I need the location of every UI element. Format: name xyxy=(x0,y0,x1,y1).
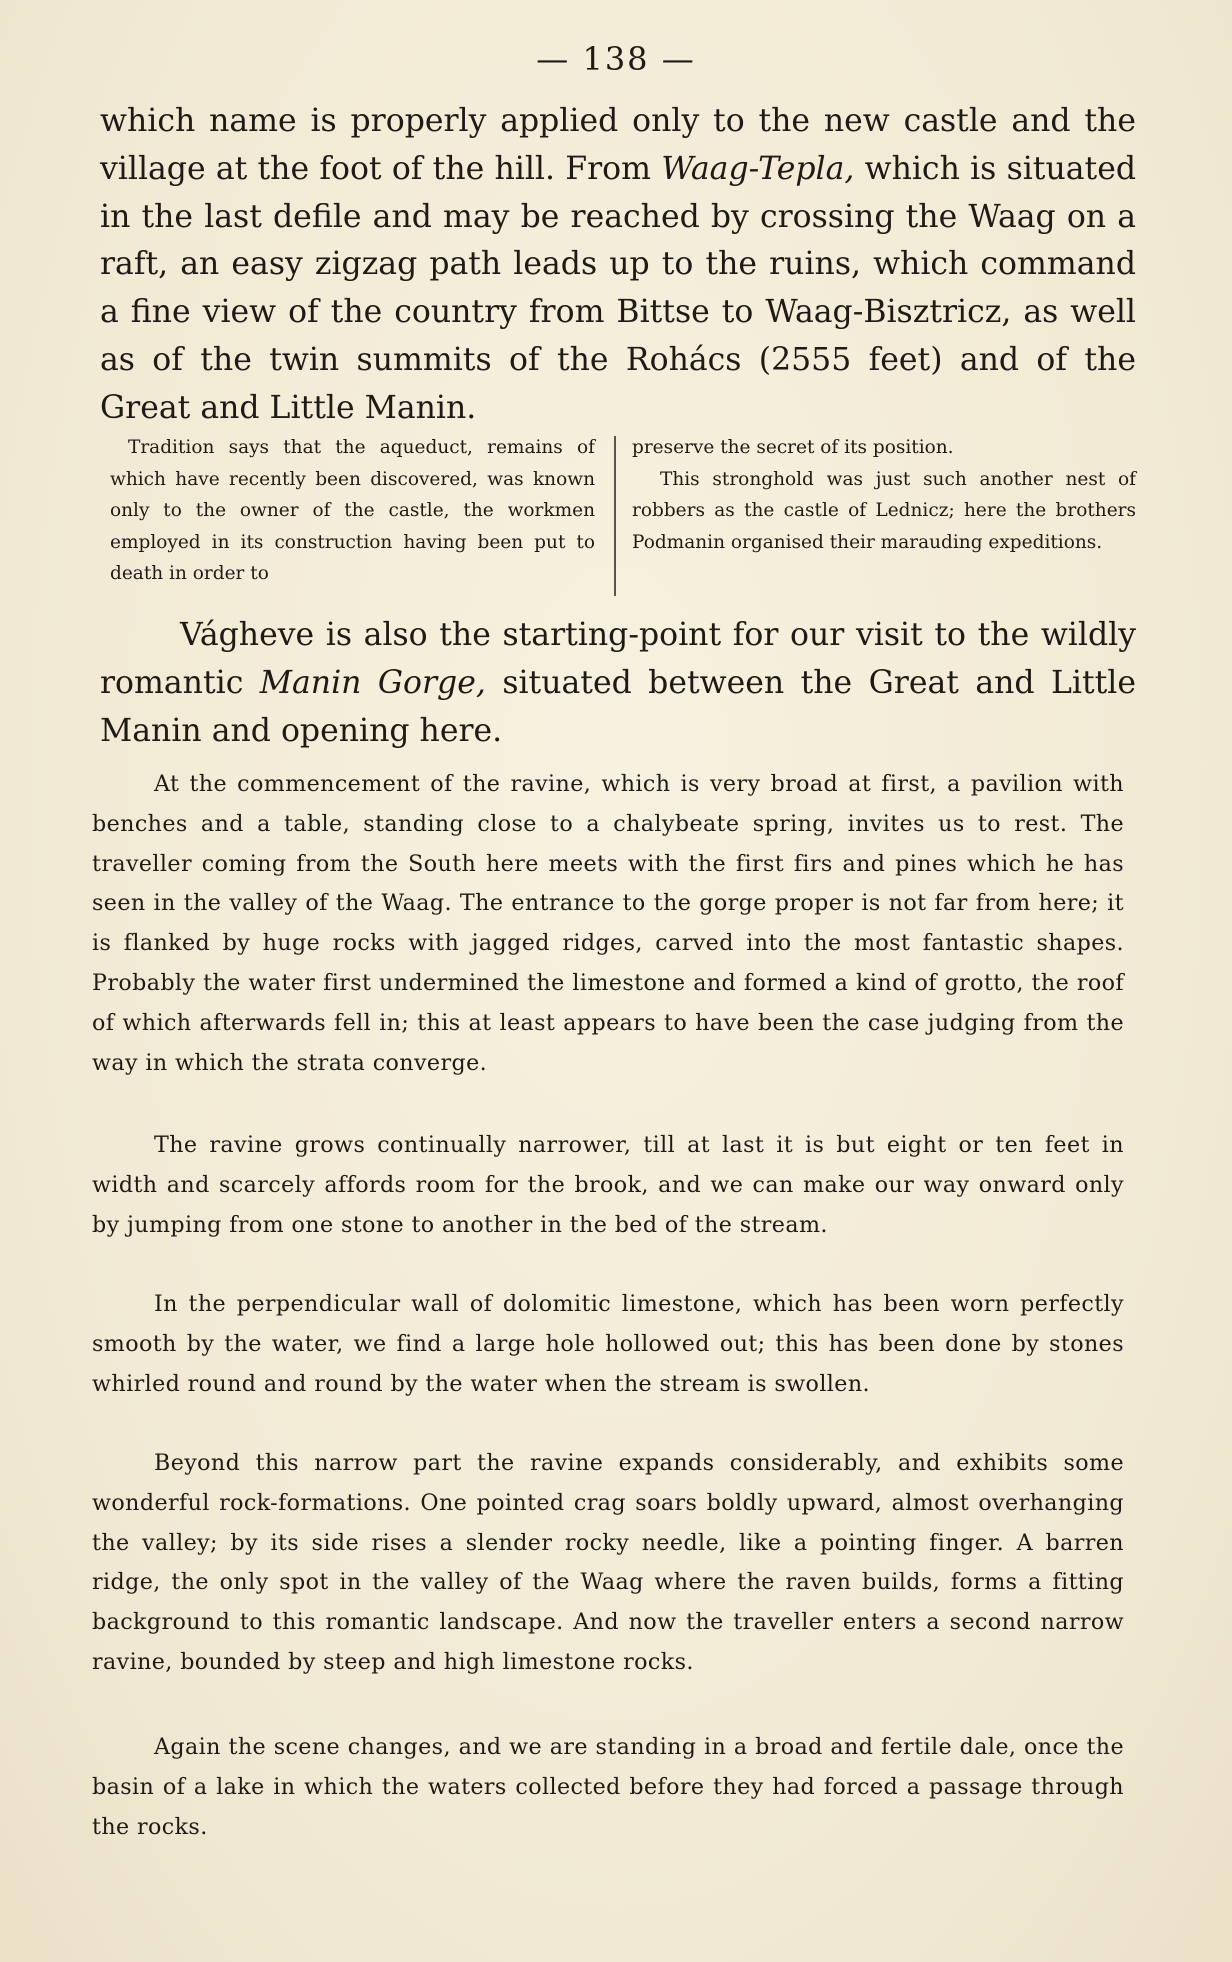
page-number: — 138 — xyxy=(536,40,696,78)
lead-2-text-after: situated between the Great and Little Manin and opening here. xyxy=(100,664,1137,749)
footnote-column-divider xyxy=(614,436,616,596)
place-name-waag-tepla: Waag-Tepla, xyxy=(661,150,855,187)
lead-paragraph-1 xyxy=(100,98,1136,433)
lead-1-text-before: which name is properly applied only to the new castle and the village at the foot of the hill. From xyxy=(100,103,1136,187)
footnote-block xyxy=(110,432,1136,602)
footnote-right-rest: This stronghold was just such another nest of robbers as the castle of Lednicz; here the brothers Podmanin organised their marauding expeditions. xyxy=(632,468,1136,553)
body-paragraph: At the commencement of the ravine, which is very broad at first, a pavilion with benches and a table, standing close to a chalybeate spring, invites us to rest. The traveller coming from the South here meets with the first firs and pines which he has seen in the valley of the Waag. The entrance to the gorge proper is not far from here; it is flanked by huge rocks with jagged ridges, carved into the most fantastic shapes. Probably the water first undermined the limestone and formed a kind of grotto, the roof of which afterwards fell in; this at least appears to have been the case judging from the way in which the strata converge. xyxy=(92,771,1124,1076)
body-paragraph: In the perpendicular wall of dolomitic limestone, which has been worn perfectly smooth by the water, we find a large hole hollowed out; this has been done by stones whirled round and round by the water when the stream is swollen. xyxy=(92,1291,1124,1397)
body-paragraph: Again the scene changes, and we are standing in a broad and fertile dale, once the basin of a lake in which the waters collected before they had forced a passage through the rocks. xyxy=(92,1734,1124,1840)
place-name-manin-gorge: Manin Gorge, xyxy=(259,664,486,701)
body-paragraph: The ravine grows continually narrower, till at last it is but eight or ten feet in width and scarcely affords room for the brook, and we can make our way onward only by jumping from one stone to another in the bed of the stream. xyxy=(92,1132,1124,1238)
body-paragraph: Beyond this narrow part the ravine expands considerably, and exhibits some wonderful rock-formations. One pointed crag soars boldly upward, almost overhanging the valley; by its side rises a slender rocky needle, like a pointing finger. A barren ridge, the only spot in the valley of the Waag where the raven builds, forms a fitting background to this romantic landscape. And now the traveller enters a second narrow ravine, bounded by steep and high limestone rocks. xyxy=(92,1450,1124,1675)
footnote-right-line1: preserve the secret of its position. xyxy=(632,437,954,458)
lead-2-text-before: Vágheve is also the starting-point for our visit to the wildly romantic xyxy=(100,617,1136,701)
lead-1-text-after: which is situated in the last defile and may be reached by crossing the Waag on a raft, an easy zigzag path leads up to the ruins, which command a fine view of the country from Bittse to Waag-Bisztricz, as well as of the twin summits of the Rohács (2555 feet) and of the Great and Little Manin. xyxy=(100,150,1137,426)
footnote-left-column: Tradition says that the aqueduct, remains of which have recently been discovered, was known only to the owner of the castle, the workmen employed in its construction having been put to death in order to xyxy=(110,437,595,585)
footnote-right-column xyxy=(632,432,1136,558)
lead-paragraph-2 xyxy=(100,612,1136,755)
